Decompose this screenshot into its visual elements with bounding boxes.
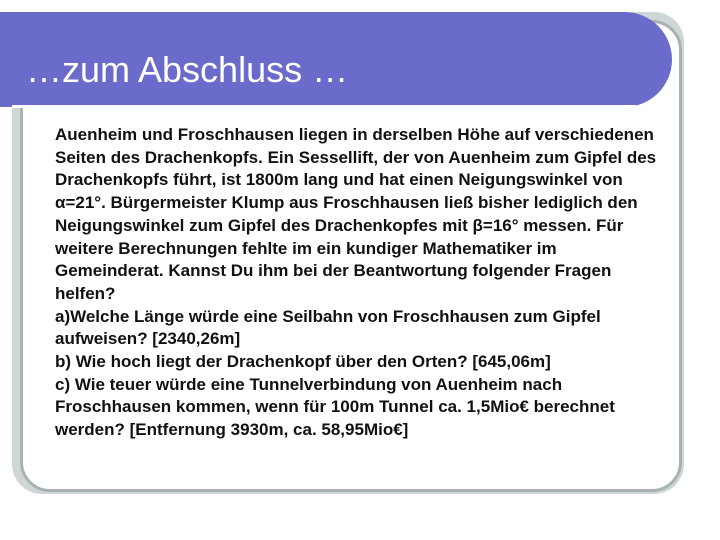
title-bar: [0, 12, 672, 107]
question-a: a)Welche Länge würde eine Seilbahn von Froschhausen zum Gipfel aufweisen? [2340,26m]: [55, 306, 601, 349]
question-c: c) Wie teuer würde eine Tunnelverbindung von Auenheim nach Froschhausen kommen, wenn für 100m Tunnel ca. 1,5Mio€ berechnet werden? [Entfernung 3930m, ca. 58,95Mio€]: [55, 374, 615, 440]
question-b: b) Wie hoch liegt der Drachenkopf über den Orten? [645,06m]: [55, 352, 551, 372]
title-underline: [12, 105, 636, 108]
slide-body: [55, 124, 665, 442]
task-intro: Auenheim und Froschhausen liegen in derselben Höhe auf verschiedenen Seiten des Drachenkopfs. Ein Sessellift, der von Auenheim zum Gipfel des Drachenkopfs führt, ist 1800m lang und hat einen Neigungswinkel von α=21°. Bürgermeister Klump aus Froschhausen ließ bisher lediglich den Neigungswinkel zum Gipfel des Drachenkopfes mit β=16° messen. Für weitere Berechnungen fehlte im ein kundiger Mathematiker im Gemeinderat. Kannst Du ihm bei der Beantwortung folgender Fragen helfen?: [55, 125, 657, 303]
slide-title: …zum Abschluss …: [26, 49, 349, 90]
